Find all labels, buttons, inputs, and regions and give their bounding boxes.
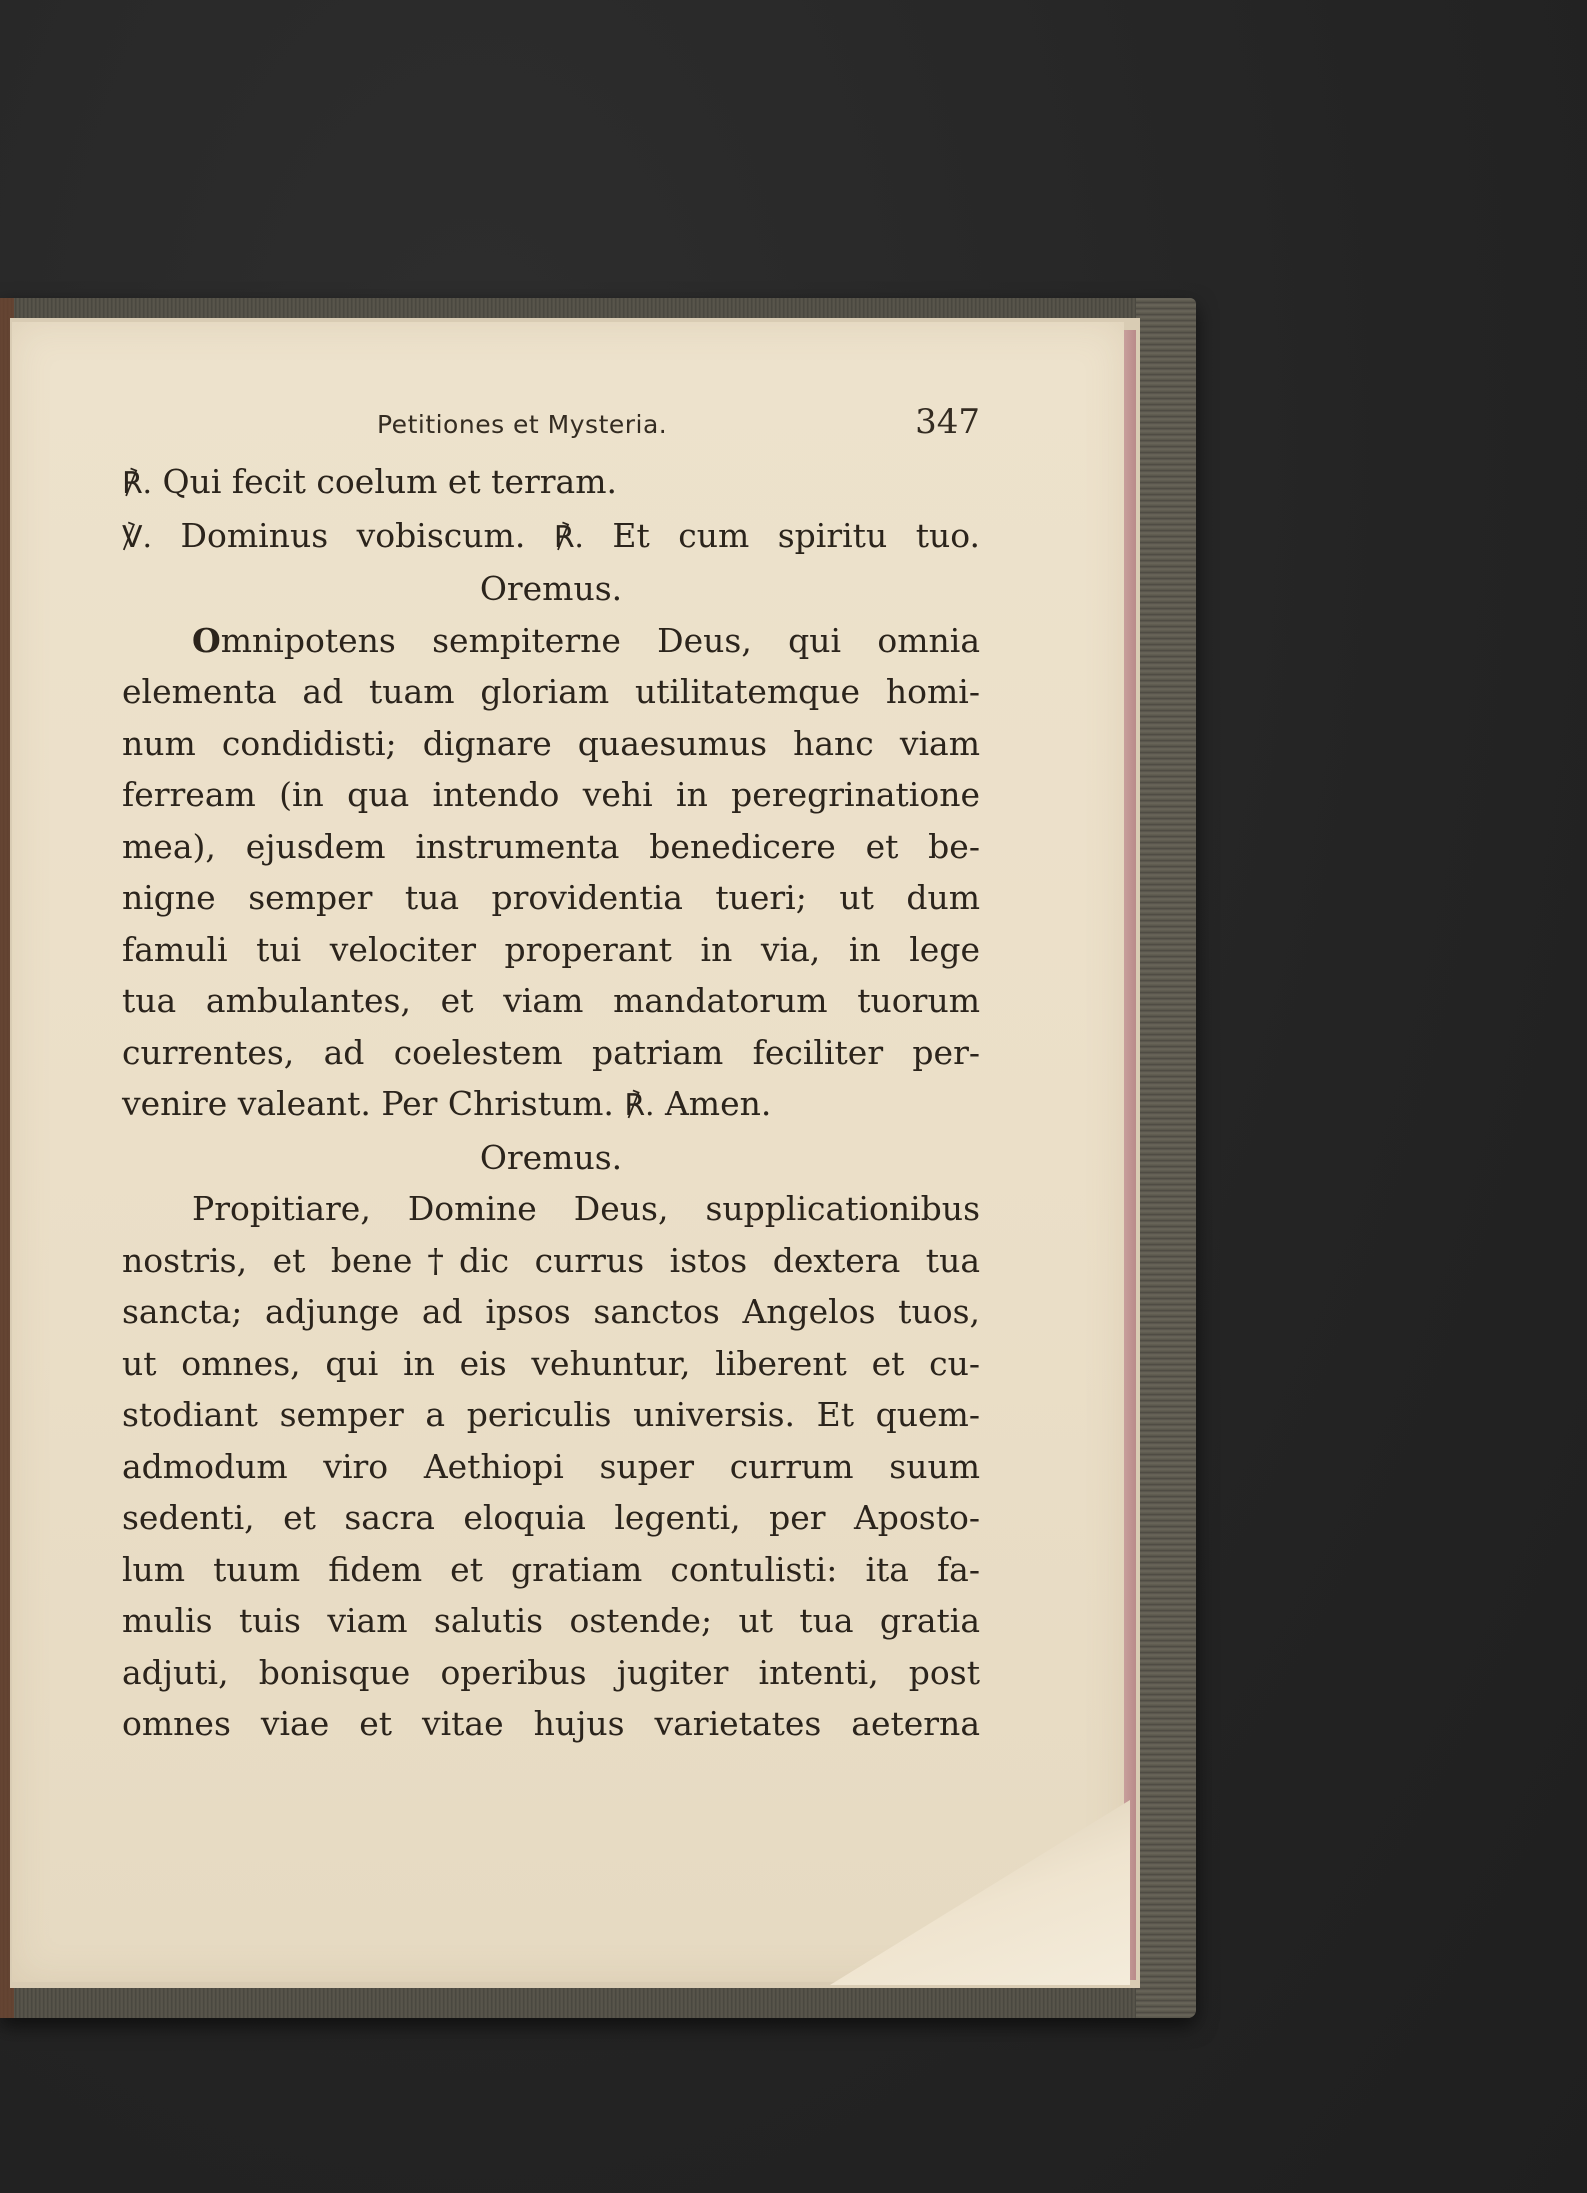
paragraph-line: ut omnes, qui in eis vehuntur, liberent et cu-: [122, 1343, 980, 1383]
paragraph-line: tua ambulantes, et viam mandatorum tuorum: [122, 981, 980, 1020]
running-title: Petitiones et Mysteria.: [377, 410, 668, 439]
running-header: [122, 402, 980, 452]
paragraph-last-line: venire valeant. Per Christum. ℟. Amen.: [122, 1084, 772, 1123]
response-text: Qui fecit coelum et terram.: [152, 462, 617, 501]
paragraph-line: elementa ad tuam gloriam utilitatemque homi-: [122, 672, 980, 711]
paragraph-line: nostris, et bene†dic currus istos dextera tua: [122, 1240, 980, 1280]
versicle-text: Dominus vobiscum.: [152, 515, 554, 555]
paragraph-line: famuli tui velociter properant in via, in lege: [122, 929, 980, 969]
response-symbol: ℟.: [624, 1088, 655, 1123]
page-number: 347: [915, 402, 980, 442]
versicle-symbol: ℣.: [122, 519, 153, 555]
paragraph-line: sancta; adjunge ad ipsos sanctos Angelos tuos,: [122, 1292, 980, 1331]
section-heading: Oremus.: [479, 569, 623, 608]
paragraph-line: lum tuum fidem et gratiam contulisti: ita fa-: [122, 1549, 980, 1589]
initial-letter: O: [192, 620, 221, 660]
page-text: [122, 402, 980, 1750]
paragraph-line: ferream (in qua intendo vehi in peregrinatione: [122, 775, 980, 814]
paragraph-line: Propitiare, Domine Deus, supplicationibus: [192, 1189, 980, 1228]
paragraph-line: mulis tuis viam salutis ostende; ut tua gratia: [122, 1601, 980, 1640]
response-symbol: ℟.: [122, 466, 153, 501]
paragraph-line: Omnipotens sempiterne Deus, qui omnia: [192, 620, 980, 660]
prayer-paragraph-1: [122, 615, 980, 1132]
paragraph-line: currentes, ad coelestem patriam feciliter per-: [122, 1032, 980, 1072]
paragraph-line: mea), ejusdem instrumenta benedicere et be-: [122, 826, 980, 866]
section-heading: Oremus.: [479, 1137, 623, 1177]
paragraph-line: num condidisti; dignare quaesumus hanc viam: [122, 723, 980, 763]
response-line: [122, 456, 980, 510]
paragraph-line: nigne semper tua providentia tueri; ut dum: [122, 878, 980, 917]
versicle-line: [122, 510, 980, 564]
response-text: Et cum spiritu tuo.: [583, 515, 980, 555]
response-symbol: ℟.: [553, 519, 584, 555]
paragraph-line: omnes viae et vitae hujus varietates aeterna: [122, 1704, 980, 1743]
prayer-paragraph-2: [122, 1183, 980, 1750]
paragraph-line: sedenti, et sacra eloquia legenti, per Aposto-: [122, 1498, 980, 1537]
paragraph-line: adjuti, bonisque operibus jugiter intenti, post: [122, 1652, 980, 1692]
paragraph-line: stodiant semper a periculis universis. Et quem-: [122, 1395, 980, 1434]
paragraph-line: admodum viro Aethiopi super currum suum: [122, 1446, 980, 1486]
